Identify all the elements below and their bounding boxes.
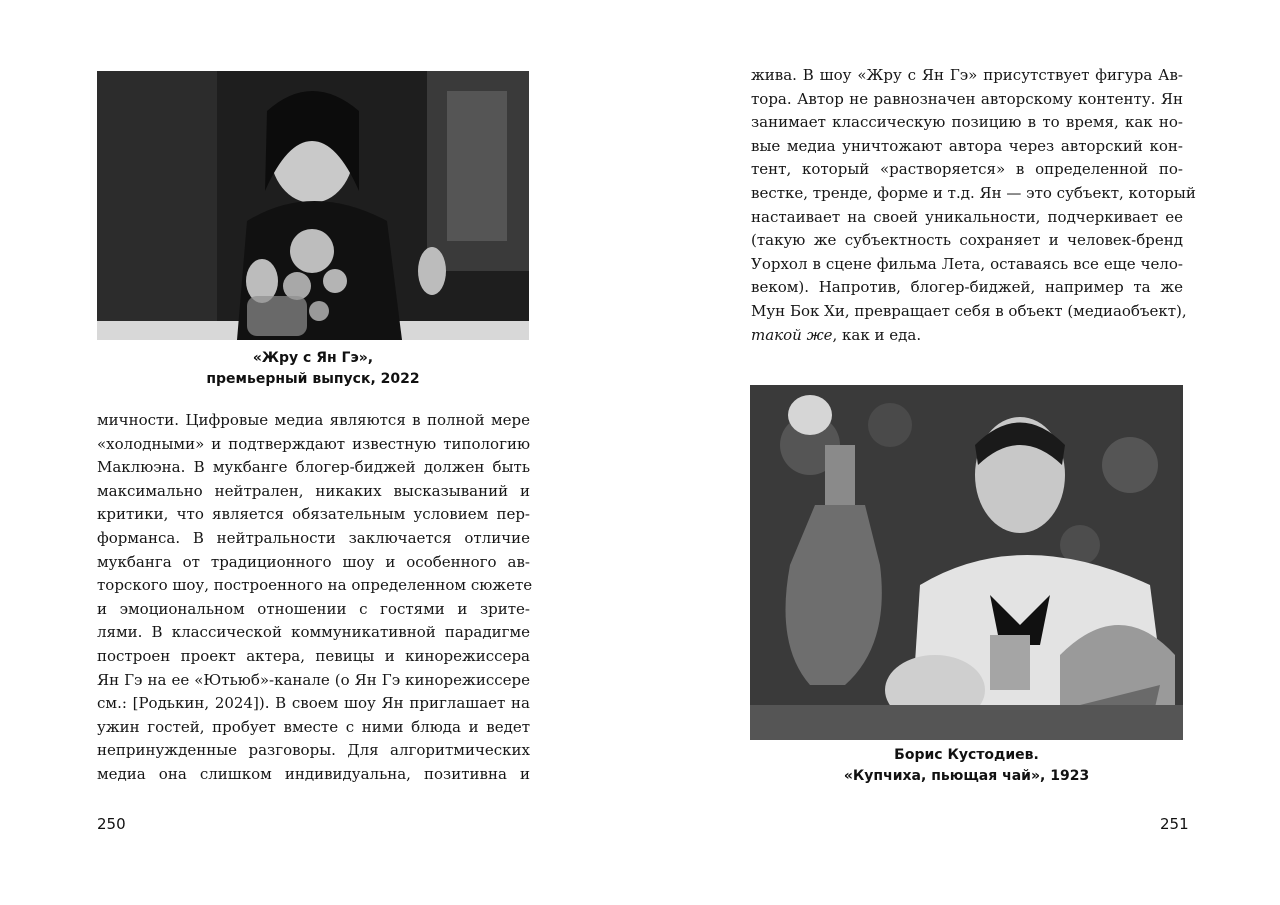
- text-line: и эмоциональном отношении с гостями и зрите-: [97, 599, 530, 618]
- text-line: (такую же субъектность сохраняет и человек-бренд: [751, 231, 1183, 250]
- right-page: [640, 0, 1280, 905]
- text-line: мукбанга от традиционного шоу и особенного ав-: [97, 552, 530, 571]
- text-line: Уорхол в сцене фильма Лета, оставаясь все еще чело-: [751, 254, 1183, 273]
- text-line: Мун Бок Хи, превращает себя в объект (медиаобъект),: [751, 301, 1187, 320]
- left-caption-line-1: «Жру с Ян Гэ»,: [252, 350, 374, 366]
- text-line: веком). Напротив, блогер-биджей, например та же: [751, 278, 1183, 297]
- text-line: вестке, тренде, форме и т.д. Ян — это субъект, который: [751, 183, 1196, 202]
- text-line: медиа она слишком индивидуальна, позитивна и: [97, 764, 530, 783]
- yang-ge-photo: [97, 71, 529, 340]
- text-line: см.: [Родькин, 2024]). В своем шоу Ян приглашает на: [97, 694, 530, 713]
- text-line: мичности. Цифровые медиа являются в полной мере: [97, 411, 530, 429]
- text-line: тора. Автор не равнозначен авторскому контенту. Ян: [751, 89, 1183, 108]
- right-caption-line-1: Борис Кустодиев.: [894, 747, 1039, 763]
- text-line: торского шоу, построенного на определенном сюжете: [97, 576, 533, 595]
- text-line: настаивает на своей уникальности, подчеркивает ее: [751, 207, 1183, 226]
- yang-ge-photo-illustration: [97, 71, 529, 340]
- last-line-rest: , как и еда.: [832, 325, 922, 344]
- text-line: лями. В классической коммуникативной парадигме: [97, 623, 530, 642]
- text-line: построен проект актера, певицы и кинорежиссера: [97, 646, 530, 665]
- right-caption-line-2: «Купчиха, пьющая чай», 1923: [843, 768, 1090, 784]
- page-number-left: 250: [97, 815, 126, 833]
- italic-phrase: такой же: [751, 325, 833, 344]
- text-line: жива. В шоу «Жру с Ян Гэ» присутствует фигура Ав-: [751, 66, 1183, 84]
- text-line: критики, что является обязательным условием пер-: [97, 505, 530, 524]
- text-line: максимально нейтрален, никаких высказываний и: [97, 481, 530, 500]
- text-line-last: [751, 324, 1183, 348]
- right-body-text: [751, 64, 1196, 347]
- text-line: Маклюэна. В мукбанге блогер-биджей должен быть: [97, 458, 530, 477]
- text-line: занимает классическую позицию в то время, как но-: [751, 113, 1183, 132]
- left-body-text: [97, 409, 533, 787]
- text-line: форманса. В нейтральности заключается отличие: [97, 528, 530, 547]
- kustodiev-painting-illustration: [750, 385, 1183, 740]
- page-number-right: 251: [1160, 815, 1189, 833]
- right-photo-caption: [750, 745, 1183, 787]
- kustodiev-painting: [750, 385, 1183, 740]
- text-line: ужин гостей, пробует вместе с ними блюда и ведет: [97, 717, 530, 736]
- text-line: тент, который «растворяется» в определенной по-: [751, 160, 1183, 179]
- left-photo-caption: [97, 348, 529, 390]
- text-line: Ян Гэ на ее «Ютьюб»-канале (о Ян Гэ кинорежиссере: [97, 670, 530, 689]
- text-line: вые медиа уничтожают автора через авторский кон-: [751, 136, 1183, 155]
- left-caption-line-2: премьерный выпуск, 2022: [206, 371, 420, 387]
- text-line: непринужденные разговоры. Для алгоритмических: [97, 741, 530, 760]
- text-line: «холодными» и подтверждают известную типологию: [97, 434, 530, 453]
